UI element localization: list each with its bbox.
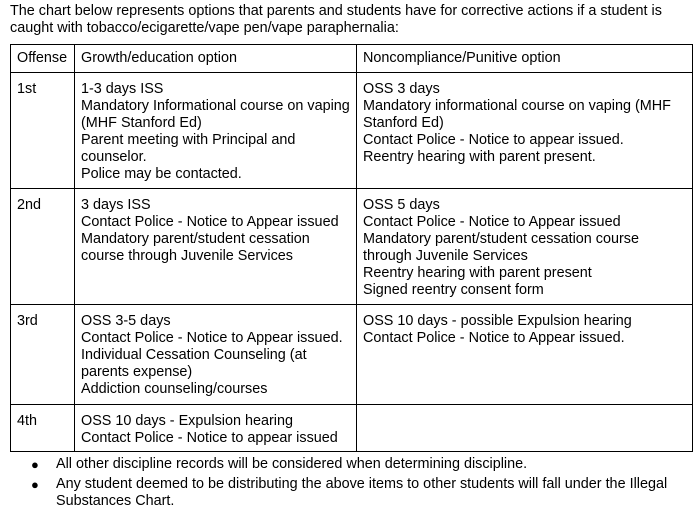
cell-line: Contact Police - Notice to Appear issued. <box>363 330 625 346</box>
punitive-option-cell <box>357 73 693 189</box>
cell-line: OSS 3-5 days <box>81 313 171 329</box>
cell-line: Individual Cessation Counseling (at parents expense) <box>81 347 311 380</box>
cell-line: Addiction counseling/courses <box>81 381 268 397</box>
cell-line: Mandatory Informational course on vaping (MHF Stanford Ed) <box>81 98 354 131</box>
cell-line: Contact Police - Notice to Appear issued <box>363 214 621 230</box>
table-header-row <box>11 45 693 73</box>
cell-line: Police may be contacted. <box>81 166 242 182</box>
list-item <box>31 476 693 510</box>
intro-paragraph: The chart below represents options that parents and students have for corrective actions if a student is caught with tobacco/ecigarette/vape pen/vape paraphernalia: <box>10 3 662 36</box>
cell-line: OSS 5 days <box>363 197 440 213</box>
cell-line: Contact Police - Notice to Appear issued. <box>81 330 343 346</box>
cell-line: Reentry hearing with parent present. <box>363 149 596 165</box>
offense-cell: 2nd <box>11 189 75 305</box>
growth-option-cell <box>75 305 357 405</box>
bullet-icon: ● <box>31 457 39 472</box>
growth-option-cell <box>75 73 357 189</box>
cell-line: Contact Police - Notice to appear issued. <box>363 132 624 148</box>
header-growth-option: Growth/education option <box>75 45 357 73</box>
cell-line: Reentry hearing with parent present <box>363 265 592 281</box>
discipline-table <box>10 44 693 452</box>
list-item <box>31 456 693 473</box>
cell-line: OSS 10 days - Expulsion hearing <box>81 413 293 429</box>
cell-line: Mandatory parent/student cessation course through Juvenile Services <box>363 231 643 264</box>
cell-line: 3 days ISS <box>81 197 151 213</box>
punitive-option-cell <box>357 305 693 405</box>
note-text: Any student deemed to be distributing the above items to other students will fall under the Illegal Substances Chart. <box>56 476 668 509</box>
notes-list <box>30 456 693 513</box>
cell-line: Mandatory parent/student cessation course through Juvenile Services <box>81 231 314 264</box>
cell-line: Signed reentry consent form <box>363 282 544 298</box>
cell-line: Contact Police - Notice to Appear issued <box>81 214 339 230</box>
growth-option-cell <box>75 405 357 452</box>
cell-line: Contact Police - Notice to appear issued <box>81 430 338 446</box>
header-punitive-option: Noncompliance/Punitive option <box>357 45 693 73</box>
growth-option-cell <box>75 189 357 305</box>
punitive-option-cell <box>357 189 693 305</box>
cell-line: OSS 3 days <box>363 81 440 97</box>
note-text: All other discipline records will be considered when determining discipline. <box>56 456 528 472</box>
cell-line: Parent meeting with Principal and counselor. <box>81 132 300 165</box>
offense-cell: 3rd <box>11 305 75 405</box>
bullet-icon: ● <box>31 477 39 492</box>
table-row <box>11 405 693 452</box>
table-row <box>11 73 693 189</box>
header-offense: Offense <box>11 45 75 73</box>
offense-cell: 1st <box>11 73 75 189</box>
table-row <box>11 189 693 305</box>
punitive-option-cell-empty <box>357 405 693 452</box>
cell-line: 1-3 days ISS <box>81 81 164 97</box>
offense-cell: 4th <box>11 405 75 452</box>
table-row <box>11 305 693 405</box>
cell-line: OSS 10 days - possible Expulsion hearing <box>363 313 632 329</box>
cell-line: Mandatory informational course on vaping (MHF Stanford Ed) <box>363 98 675 131</box>
